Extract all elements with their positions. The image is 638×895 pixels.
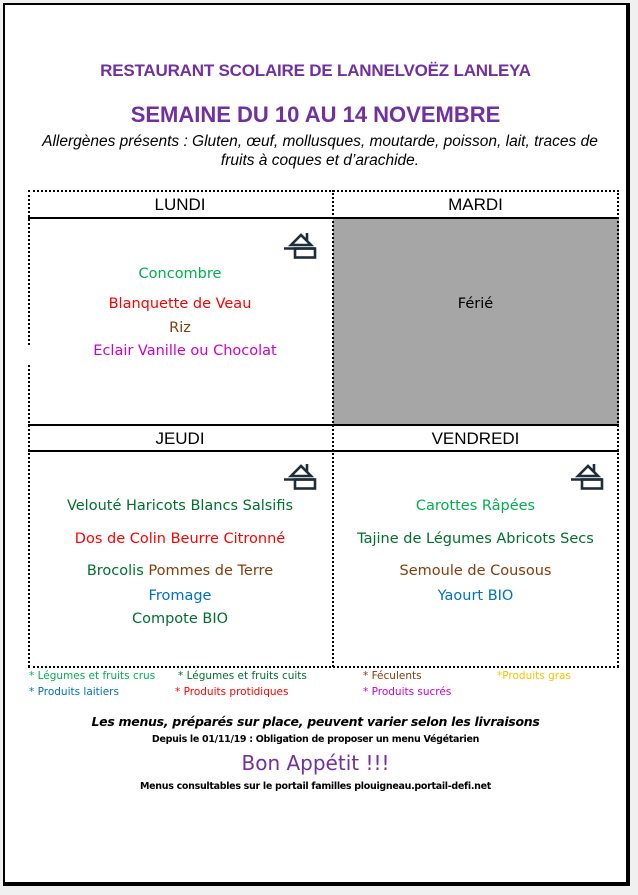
allergens-line-1: Allergènes présents : Gluten, œuf, mollusques, moutarde, poisson, lait, traces de bbox=[42, 133, 598, 150]
menu-item: Brocolis bbox=[86, 563, 144, 579]
menu-item: Compote BIO bbox=[131, 611, 229, 627]
grid-bottom-border bbox=[28, 666, 619, 668]
jeudi-cell bbox=[28, 452, 332, 666]
menu-grid bbox=[28, 190, 619, 667]
menu-item: Velouté Haricots Blancs Salsifis bbox=[66, 498, 294, 514]
legend-legumes-crus: * Légumes et fruits crus bbox=[29, 670, 156, 682]
vegetarian-notice: Depuis le 01/11/19 : Obligation de proposer un menu Végétarien bbox=[151, 734, 480, 745]
menu-item: Riz bbox=[169, 320, 191, 336]
portal-notice: Menus consultables sur le portail familles plouigneau.portail-defi.net bbox=[139, 781, 491, 792]
legend-produits-sucres: * Produits sucrés bbox=[363, 686, 452, 698]
menu-item: Blanquette de Veau bbox=[108, 296, 252, 312]
menu-item: Tajine de Légumes Abricots Secs bbox=[357, 531, 594, 547]
allergens-note bbox=[25, 132, 615, 170]
holiday-note: Férié bbox=[457, 296, 494, 312]
legend-produits-gras: *Produits gras bbox=[497, 670, 571, 682]
menu-page bbox=[3, 3, 630, 886]
legend-produits-laitiers: * Produits laitiers bbox=[29, 686, 119, 698]
fait-maison-house-icon bbox=[284, 462, 318, 492]
menu-item: Fromage bbox=[148, 588, 212, 604]
menu-item: Pommes de Terre bbox=[148, 563, 274, 579]
bon-appetit: Bon Appétit !!! bbox=[241, 751, 390, 775]
legend-produits-protidiques: * Produits protidiques bbox=[175, 686, 289, 698]
menu-item: Semoule de Cousous bbox=[399, 563, 552, 579]
menu-item: Concombre bbox=[138, 266, 222, 282]
lundi-cell bbox=[28, 219, 332, 424]
menu-item: Yaourt BIO bbox=[437, 588, 514, 604]
legend-legumes-cuits: * Légumes et fruits cuits bbox=[178, 670, 307, 682]
legend-feculents: * Féculents bbox=[363, 670, 422, 682]
delivery-notice: Les menus, préparés sur place, peuvent varier selon les livraisons bbox=[91, 714, 540, 729]
day-header-jeudi: JEUDI bbox=[155, 429, 205, 448]
menu-item: Dos de Colin Beurre Citronné bbox=[74, 531, 286, 547]
menu-item: Carottes Râpées bbox=[415, 498, 536, 514]
menu-item: Eclair Vanille ou Chocolat bbox=[93, 343, 277, 359]
vendredi-cell bbox=[333, 452, 618, 666]
fait-maison-house-icon bbox=[571, 462, 605, 492]
school-title: RESTAURANT SCOLAIRE DE LANNELVOËZ LANLEYA bbox=[100, 61, 531, 80]
menu-item-combo bbox=[28, 563, 332, 579]
day-header-mardi: MARDI bbox=[448, 195, 503, 214]
fait-maison-house-icon bbox=[284, 231, 318, 261]
week-title: SEMAINE DU 10 AU 14 NOVEMBRE bbox=[130, 102, 501, 127]
day-header-lundi: LUNDI bbox=[154, 195, 206, 214]
day-header-vendredi: VENDREDI bbox=[431, 429, 520, 448]
mardi-cell bbox=[333, 219, 618, 424]
allergens-line-2: fruits à coques et d’arachide. bbox=[220, 152, 420, 169]
